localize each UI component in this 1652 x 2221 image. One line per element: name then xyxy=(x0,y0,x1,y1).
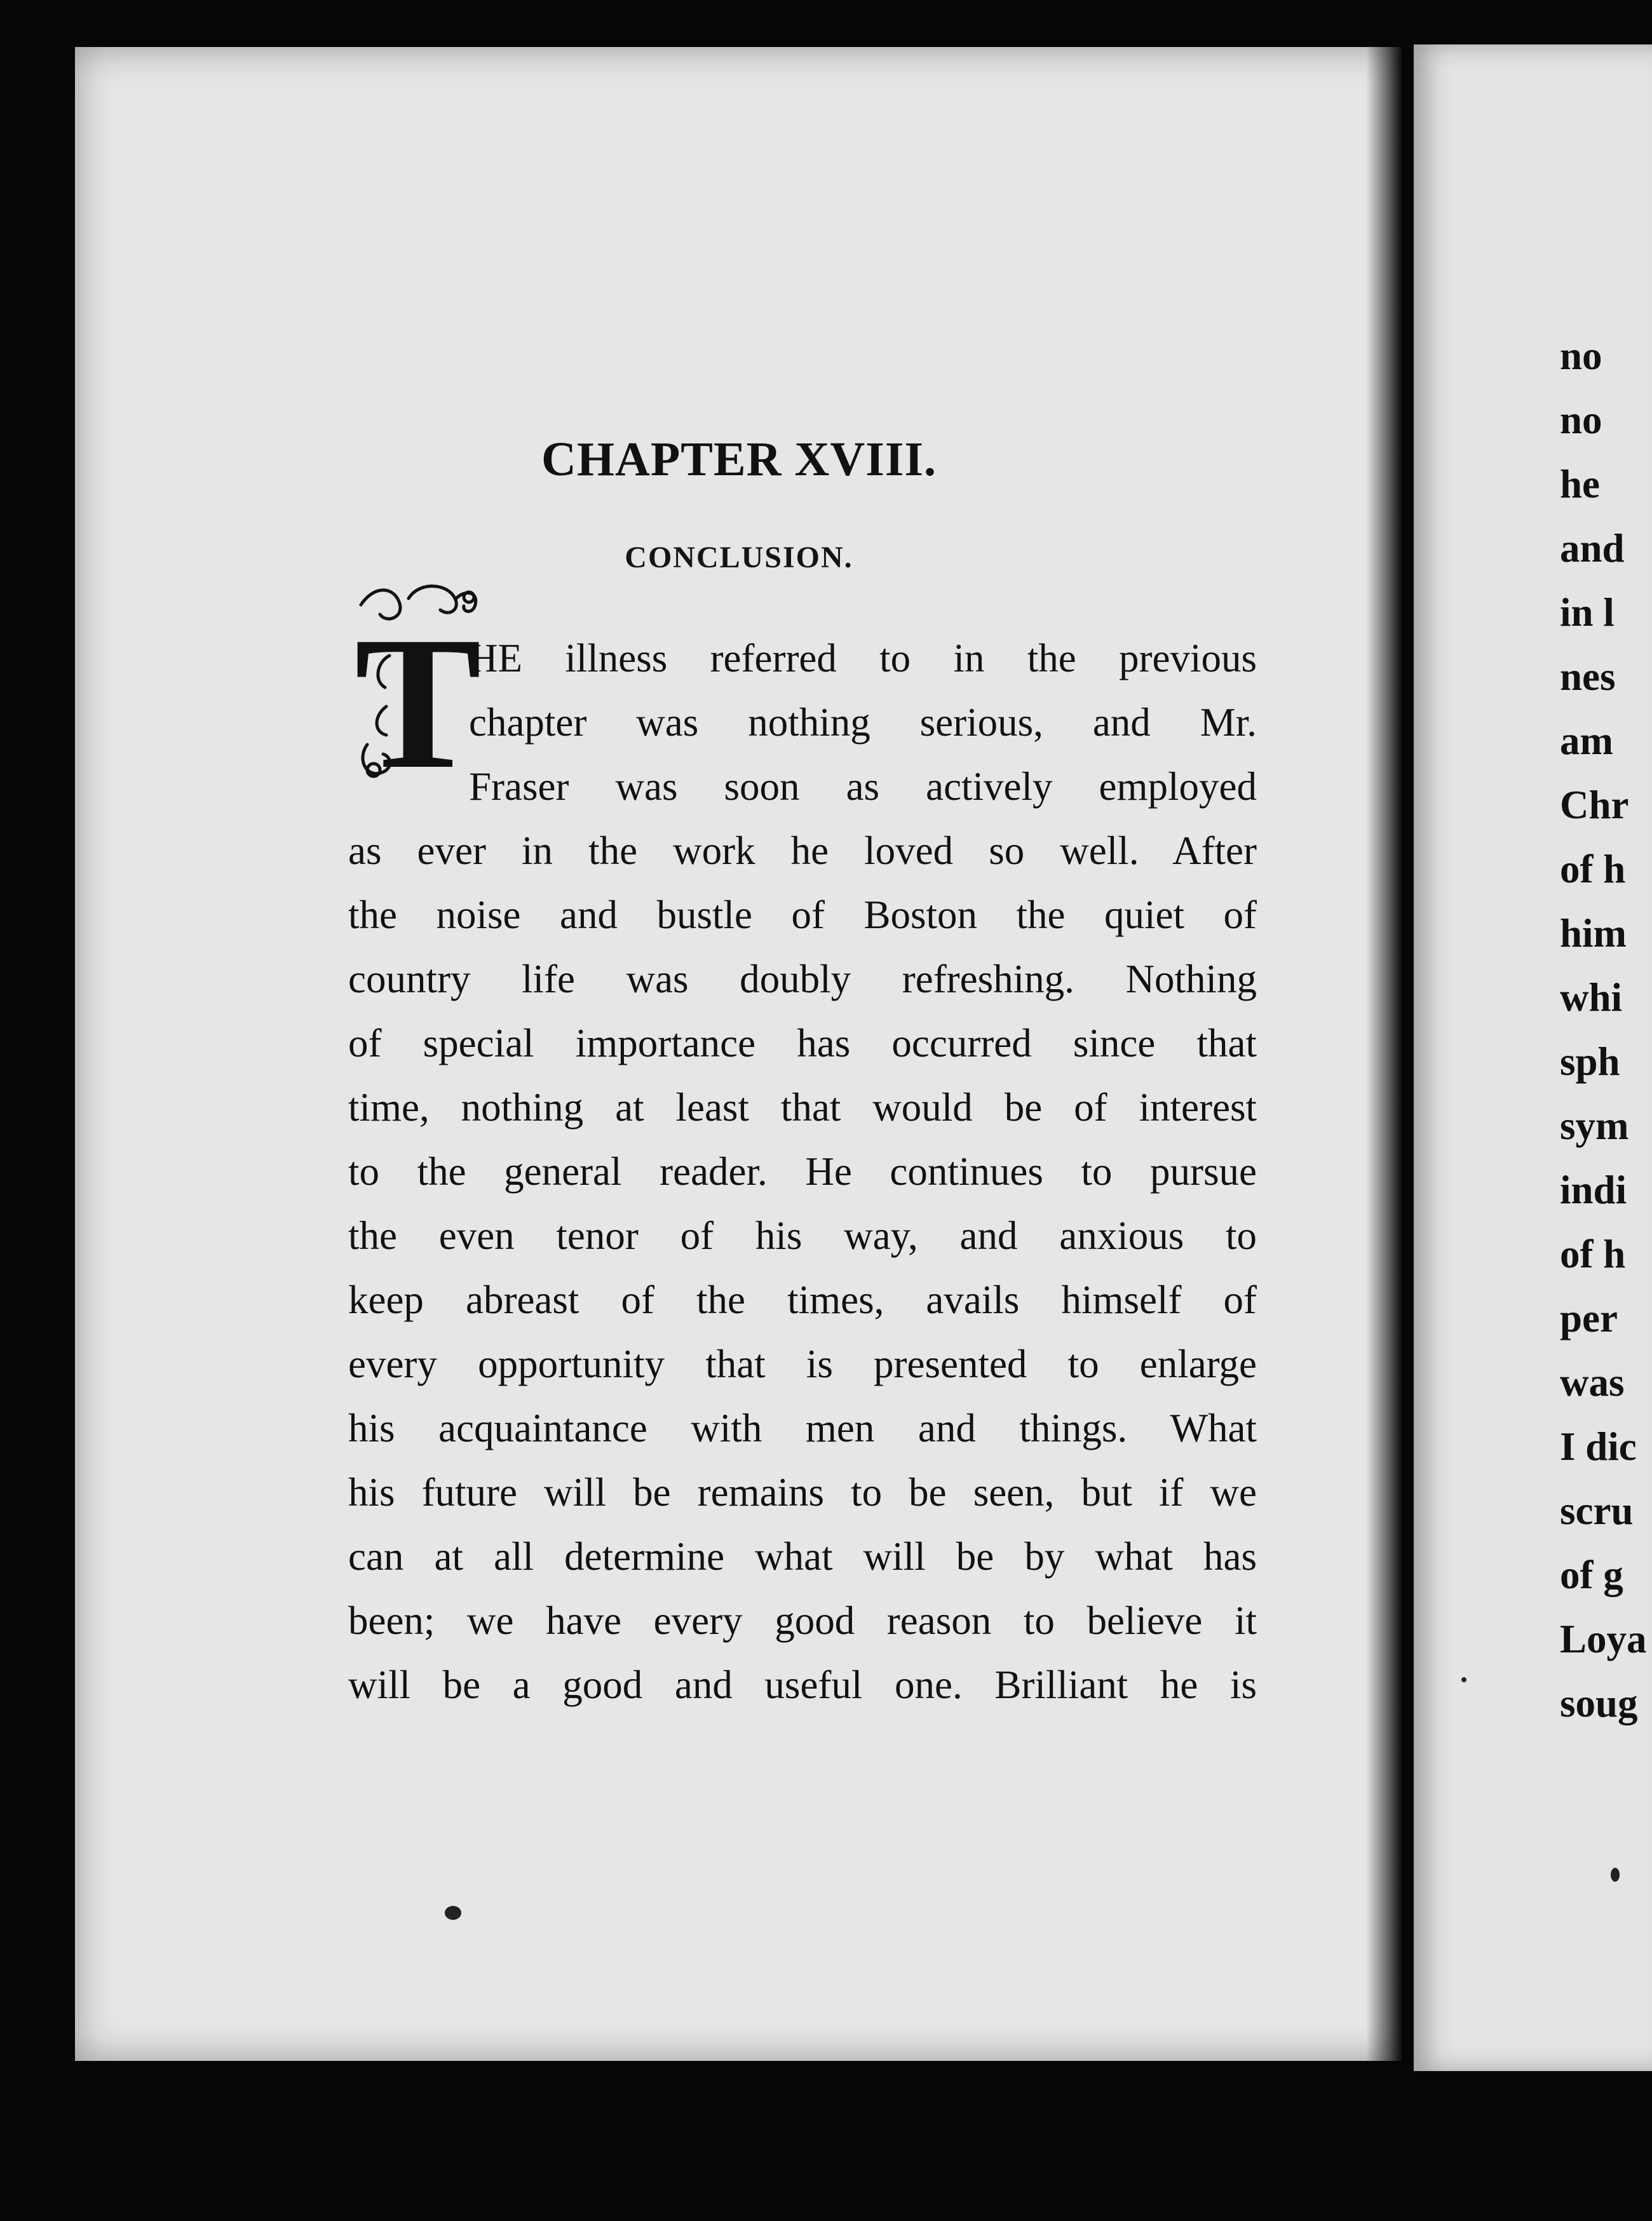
text-line: to the general reader. He continues to pursue xyxy=(348,1149,1257,1194)
fragment-line: am xyxy=(1560,719,1613,763)
ink-speck xyxy=(1611,1868,1620,1882)
text-line: his acquaintance with men and things. What xyxy=(348,1406,1257,1450)
fragment-line: of g xyxy=(1560,1553,1623,1597)
text-line: as ever in the work he loved so well. After xyxy=(348,828,1257,873)
fragment-line: no xyxy=(1560,334,1602,378)
fragment-line: and xyxy=(1560,526,1625,570)
text-line: every opportunity that is presented to enlarge xyxy=(348,1342,1257,1386)
fragment-line: soug xyxy=(1560,1681,1638,1725)
text-line: country life was doubly refreshing. Nothing xyxy=(348,957,1257,1001)
text-line: time, nothing at least that would be of interest xyxy=(348,1085,1257,1130)
text-line: the noise and bustle of Boston the quiet of xyxy=(348,893,1257,937)
text-line: HE illness referred to in the previous xyxy=(469,636,1257,680)
right-page-fragments xyxy=(1560,324,1647,1736)
fragment-line: Chr xyxy=(1560,783,1629,827)
fragment-line: nes xyxy=(1560,654,1616,699)
fragment-line: was xyxy=(1560,1360,1625,1405)
text-line: keep abreast of the times, avails himself of xyxy=(348,1278,1257,1322)
ink-speck xyxy=(445,1906,461,1920)
text-line: been; we have every good reason to believe it xyxy=(348,1598,1257,1643)
fragment-line: sym xyxy=(1560,1104,1629,1148)
fragment-line: whi xyxy=(1560,975,1623,1020)
text-line: will be a good and useful one. Brilliant he is xyxy=(348,1663,1257,1707)
text-line: his future will be remains to be seen, but if we xyxy=(348,1470,1257,1515)
text-line: can at all determine what will be by what has xyxy=(348,1534,1257,1579)
fragment-line: sph xyxy=(1560,1039,1620,1084)
book-gutter xyxy=(1366,47,1404,2061)
fragment-line: Loya xyxy=(1560,1617,1647,1661)
fragment-line: indi xyxy=(1560,1168,1627,1212)
chapter-heading: CHAPTER XVIII. xyxy=(541,433,937,486)
fragment-line: he xyxy=(1560,462,1600,506)
fragment-line: him xyxy=(1560,911,1627,955)
fragment-line: scru xyxy=(1560,1489,1634,1533)
fragment-line: per xyxy=(1560,1296,1618,1340)
ink-speck xyxy=(1461,1677,1466,1682)
text-line: Fraser was soon as actively employed xyxy=(469,764,1257,809)
text-line: the even tenor of his way, and anxious to xyxy=(348,1213,1257,1258)
fragment-line: in l xyxy=(1560,590,1615,635)
fragment-line: of h xyxy=(1560,1232,1626,1276)
drop-cap-letter: T xyxy=(354,597,482,789)
text-line: chapter was nothing serious, and Mr. xyxy=(469,700,1257,745)
fragment-line: I dic xyxy=(1560,1424,1637,1469)
fragment-line: of h xyxy=(1560,847,1626,891)
body-text xyxy=(348,626,1257,1717)
fragment-line: no xyxy=(1560,398,1602,442)
section-heading: CONCLUSION. xyxy=(625,541,853,574)
text-line: of special importance has occurred since that xyxy=(348,1021,1257,1065)
